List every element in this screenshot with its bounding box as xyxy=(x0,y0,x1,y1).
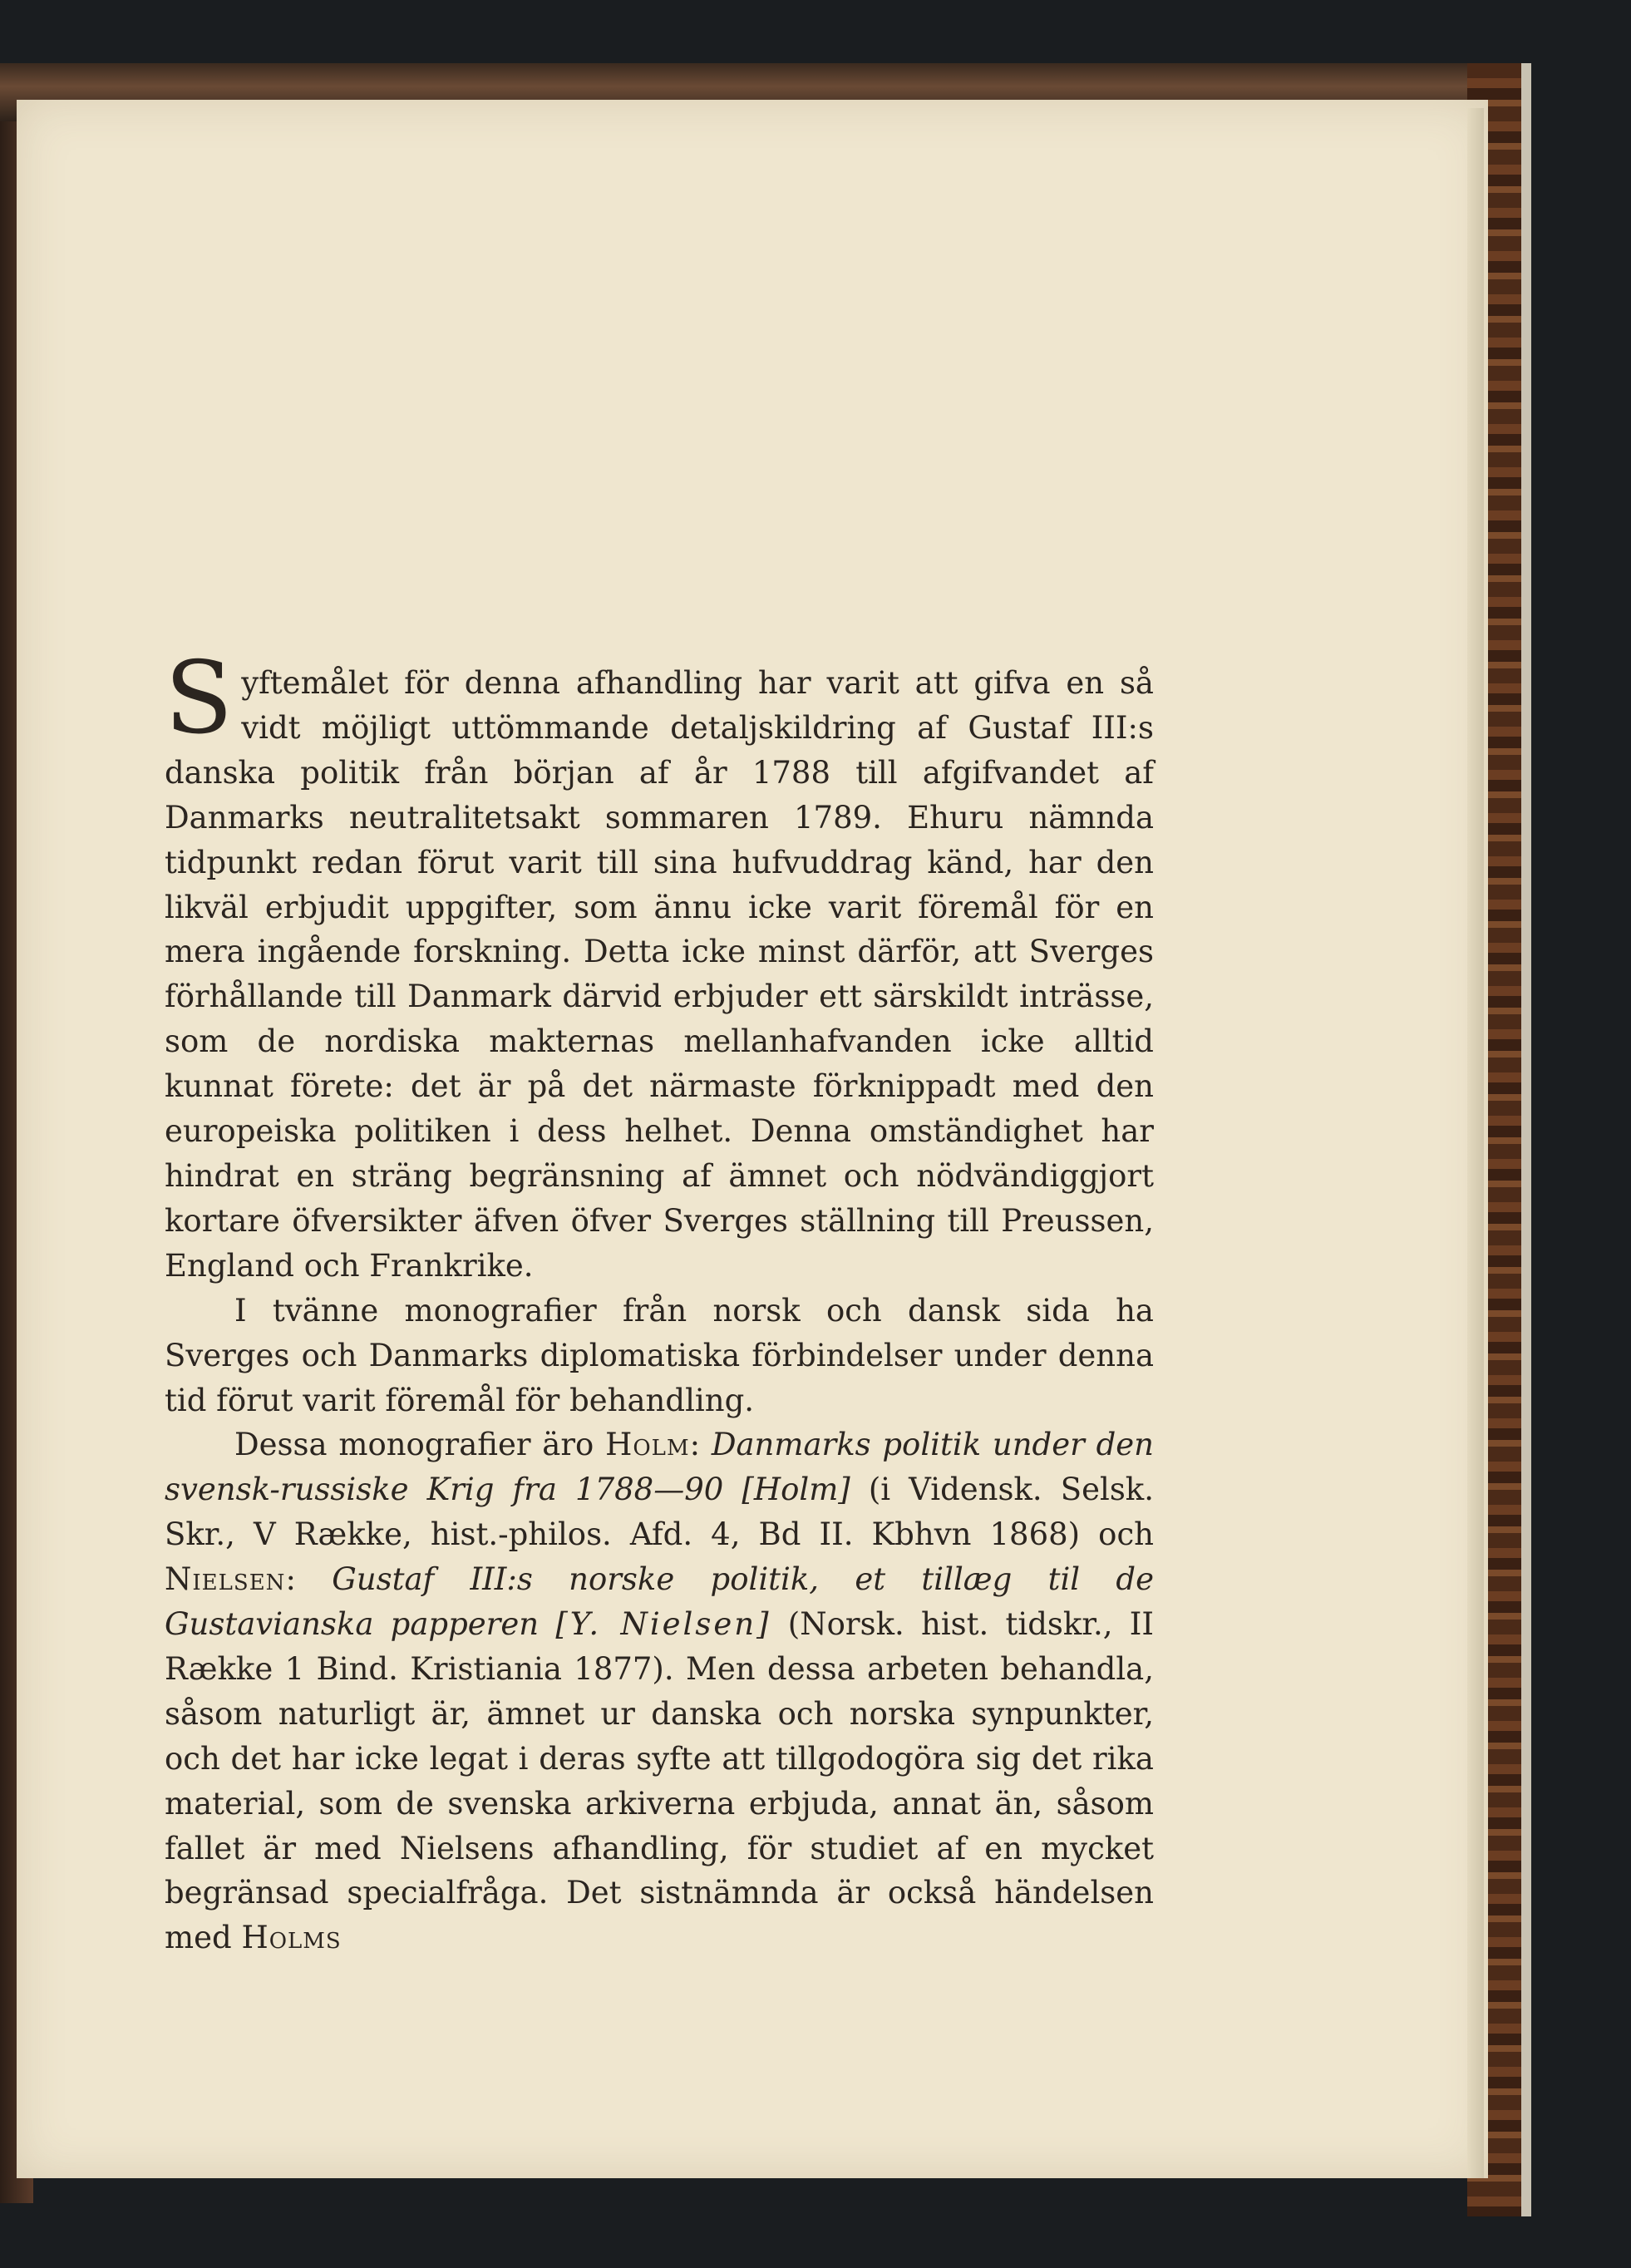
paragraph-2: I tvänne monografier från norsk och dansk sida ha Sverges och Danmarks diplomatiska förbindelser under denna tid förut varit föremål för behandling. xyxy=(165,1292,1154,1418)
paragraph-1 xyxy=(165,641,1154,1289)
p3-text-5: : xyxy=(285,1561,333,1598)
p3-text-2: : xyxy=(689,1427,712,1463)
author-holms: Holms xyxy=(241,1920,342,1956)
p3-text-1: Dessa monografier äro xyxy=(234,1427,606,1463)
bracket-holm: [Holm] xyxy=(742,1472,850,1508)
p3-text-6 xyxy=(539,1606,555,1642)
title-holm: Danmarks politik under den svensk-russiske Krig fra 1788—90 xyxy=(165,1427,1154,1508)
p3-text-3 xyxy=(723,1472,742,1507)
author-holm: Holm xyxy=(605,1427,690,1463)
title-nielsen: Gustaf III:s norske politik, et tillæg til de Gustavianska papperen xyxy=(165,1561,1154,1643)
p3-text-7: (Norsk. hist. tidskr., II Række 1 Bind. Kristiania 1877). Men dessa arbeten behandla, såsom naturligt är, ämnet ur danska och norska synpunkter, och det har icke legat i deras syfte att tillgodogöra sig det rika material, som de svenska arkiverna erbjuda, annat än, såsom fallet är med Nielsens afhandling, för studiet af en mycket begränsad specialfråga. Det sistnämnda är också händelsen med xyxy=(165,1606,1154,1956)
paragraph-1-text: yftemålet för denna afhandling har varit att gifva en så vidt möjligt uttömmande detaljskildring af Gustaf III:s danska politik från början af år 1788 till afgifvandet af Danmarks neutralitetsakt sommaren 1789. Ehuru nämnda tidpunkt redan förut varit till sina hufvuddrag känd, har den likväl erbjudit uppgifter, som ännu icke varit föremål för en mera ingående forskning. Detta icke minst därför, att Sverges förhållande till Danmark därvid erbjuder ett särskildt inträsse, som de nordiska makternas mellanhafvanden icke alltid kunnat förete: det är på det närmaste förknippadt med den europeiska politiken i dess helhet. Denna omständighet har hindrat en sträng begränsning af ämnet och nödvändiggjort kortare öfversikter äfven öfver Sverges ställning till Preussen, England och Frankrike. xyxy=(165,665,1154,1284)
book-cover-edge xyxy=(1521,63,1531,2216)
p3-text-4: (i Vidensk. Selsk. Skr., V Række, hist.-philos. Afd. 4, Bd II. Kbhvn 1868) och xyxy=(165,1472,1154,1553)
drop-cap: S xyxy=(165,641,234,757)
author-nielsen: Nielsen xyxy=(165,1561,286,1598)
paragraph-3 xyxy=(165,1422,1154,1960)
bracket-nielsen: [Y. Nielsen] xyxy=(555,1606,771,1643)
page-edge xyxy=(1467,108,1484,2178)
body-text xyxy=(165,641,1154,1960)
